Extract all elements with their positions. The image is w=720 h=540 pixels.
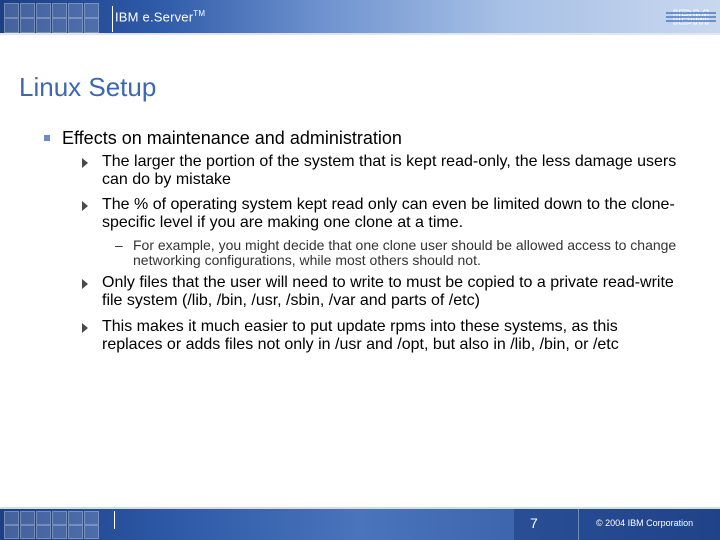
triangle-bullet-icon — [82, 279, 88, 289]
footer-tile-pattern — [0, 509, 112, 540]
footer-bar — [0, 509, 720, 540]
list-item-text: Only files that the user will need to write to must be copied to a private read-write file system (/lib, /bin, /usr, /sbin, /var and parts of /etc) — [102, 274, 674, 309]
list-item-text: The % of operating system kept read only can even be limited down to the clone-specific level if you are making one clone at a time. — [102, 196, 675, 231]
brand-name: IBM e.Server™ — [115, 9, 206, 25]
svg-text:IBM: IBM — [672, 7, 710, 27]
list-item-text: This makes it much easier to put update rpms into these systems, as this replaces or adds files not only in /usr and /opt, but also in /lib, /bin, or /etc — [102, 318, 619, 353]
list-item-text: The larger the portion of the system that is kept read-only, the less damage users can do by mistake — [102, 153, 677, 188]
footer-divider — [114, 511, 115, 529]
square-bullet-icon — [44, 135, 50, 141]
bullet-text: Effects on maintenance and administration — [62, 128, 402, 148]
sub-list-item-text: For example, you might decide that one clone user should be allowed access to change networking configurations, while most others should not. — [133, 237, 677, 268]
slide-title: Linux Setup — [19, 72, 157, 102]
copyright-notice: © 2004 IBM Corporation — [596, 518, 694, 528]
triangle-bullet-icon — [82, 323, 88, 333]
triangle-bullet-icon — [82, 201, 88, 211]
dash-bullet-icon: – — [115, 237, 123, 253]
page-number: 7 — [530, 515, 538, 531]
triangle-bullet-icon — [82, 158, 88, 168]
footer-panel-divider — [578, 509, 579, 540]
